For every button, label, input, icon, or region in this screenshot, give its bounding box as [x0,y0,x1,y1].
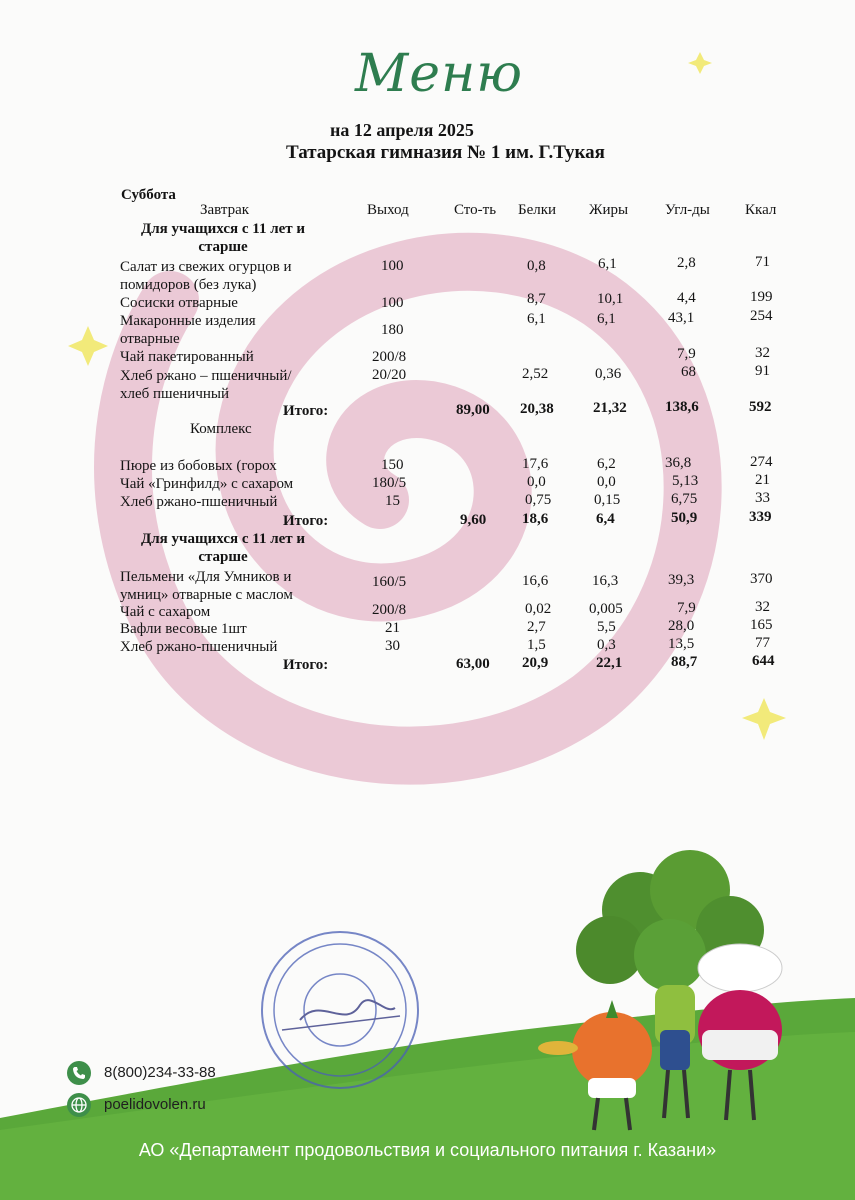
item-fat: 16,3 [592,573,619,589]
item-kcal: 77 [755,635,770,651]
item-carbs: 13,5 [668,636,695,652]
item-carbs: 28,0 [668,618,695,634]
list-item-name: Чай «Гринфилд» с сахаром [120,476,294,492]
day-label: Суббота [121,187,176,203]
total-kcal: 644 [752,653,775,669]
item-fat: 5,5 [597,619,616,635]
item-carbs: 39,3 [668,572,695,588]
item-carbs: 43,1 [668,310,695,326]
item-fat: 0,15 [594,492,621,508]
item-fat: 0,005 [589,601,623,617]
item-portion: 200/8 [372,602,407,618]
item-kcal: 370 [750,571,773,587]
total-fat: 6,4 [596,511,615,527]
item-kcal: 254 [750,308,773,324]
item-fat: 0,3 [597,637,616,653]
item-portion: 150 [381,457,404,473]
column-protein: Белки [518,202,557,218]
item-carbs: 7,9 [677,600,696,616]
item-protein: 17,6 [522,456,549,472]
group-label: Для учащихся с 11 лет и старше [140,221,306,255]
item-kcal: 165 [750,617,773,633]
total-carbs: 50,9 [671,510,698,526]
item-portion: 160/5 [372,574,407,590]
website-link[interactable]: poelidovolen.ru [104,1096,206,1113]
total-price: 63,00 [456,656,490,672]
column-kcal: Ккал [745,202,777,218]
item-protein: 2,7 [527,619,546,635]
item-fat: 6,1 [597,311,616,327]
footer-organization: АО «Департамент продовольствия и социального питания г. Казани» [138,1140,717,1160]
column-portion: Выход [367,202,409,218]
column-meal: Завтрак [200,202,250,218]
item-carbs: 5,13 [672,473,699,489]
list-item-name: Хлеб ржано-пшеничный [120,494,278,510]
list-item-name: Вафли весовые 1шт [120,621,247,637]
item-carbs: 7,9 [677,346,696,362]
item-portion: 180/5 [372,475,407,491]
list-item-name: Чай с сахаром [120,604,211,620]
list-item-name: Пельмени «Для Умников и умниц» отварные с маслом [120,569,293,603]
item-fat: 6,2 [597,456,616,472]
item-carbs: 6,75 [671,491,698,507]
total-label: Итого: [283,513,329,529]
list-item-name: Чай пакетированный [120,349,254,365]
item-protein: 0,75 [525,492,552,508]
item-fat: 10,1 [597,291,624,307]
item-portion: 100 [381,258,404,274]
item-carbs: 4,4 [677,290,696,306]
globe-icon [67,1093,91,1117]
item-carbs: 68 [681,364,696,380]
list-item-name: Макаронные изделия отварные [120,313,256,347]
total-kcal: 339 [749,509,772,525]
item-fat: 6,1 [598,256,617,272]
item-protein: 16,6 [522,573,549,589]
item-protein: 2,52 [522,366,549,382]
item-portion: 100 [381,295,404,311]
phone-icon [67,1061,91,1085]
item-carbs: 2,8 [677,255,696,271]
list-item-name: Салат из свежих огурцов и помидоров (без лука) [120,259,292,293]
item-portion: 180 [381,322,404,338]
item-portion: 20/20 [372,367,407,383]
item-portion: 30 [385,638,400,654]
item-fat: 0,0 [597,474,616,490]
item-protein: 0,0 [527,474,546,490]
school-name: Татарская гимназия № 1 им. Г.Тукая [286,142,605,163]
list-item-name: Сосиски отварные [120,295,238,311]
column-price: Сто-ть [454,202,497,218]
total-price: 9,60 [460,512,487,528]
item-portion: 21 [385,620,400,636]
item-fat: 0,36 [595,366,622,382]
total-protein: 18,6 [522,511,549,527]
item-protein: 8,7 [527,291,546,307]
item-kcal: 33 [755,490,770,506]
total-carbs: 138,6 [665,399,699,415]
item-kcal: 21 [755,472,770,488]
column-fat: Жиры [589,202,629,218]
total-kcal: 592 [749,399,772,415]
item-kcal: 32 [755,345,770,361]
total-price: 89,00 [456,402,490,418]
column-carbs: Угл-ды [665,202,710,218]
page-title: Меню [355,44,524,104]
item-carbs: 36,8 [665,455,692,471]
list-item-name: Хлеб ржано – пшеничный/ хлеб пшеничный [120,368,292,402]
total-carbs: 88,7 [671,654,698,670]
total-protein: 20,9 [522,655,549,671]
item-protein: 0,02 [525,601,552,617]
item-kcal: 71 [755,254,770,270]
total-label: Итого: [283,657,329,673]
list-item-name: Пюре из бобовых (горох [120,458,277,474]
item-protein: 6,1 [527,311,546,327]
item-portion: 200/8 [372,349,407,365]
group-label: Комплекс [190,421,252,437]
item-protein: 0,8 [527,258,546,274]
item-kcal: 32 [755,599,770,615]
item-kcal: 91 [755,363,770,379]
item-kcal: 274 [750,454,773,470]
menu-date: на 12 апреля 2025 [330,120,474,140]
total-label: Итого: [283,403,329,419]
item-protein: 1,5 [527,637,546,653]
item-portion: 15 [385,493,400,509]
total-protein: 20,38 [520,401,554,417]
item-kcal: 199 [750,289,773,305]
phone-number[interactable]: 8(800)234-33-88 [104,1064,216,1081]
total-fat: 21,32 [593,400,627,416]
group-label: Для учащихся с 11 лет и старше [140,531,306,565]
total-fat: 22,1 [596,655,623,671]
list-item-name: Хлеб ржано-пшеничный [120,639,278,655]
